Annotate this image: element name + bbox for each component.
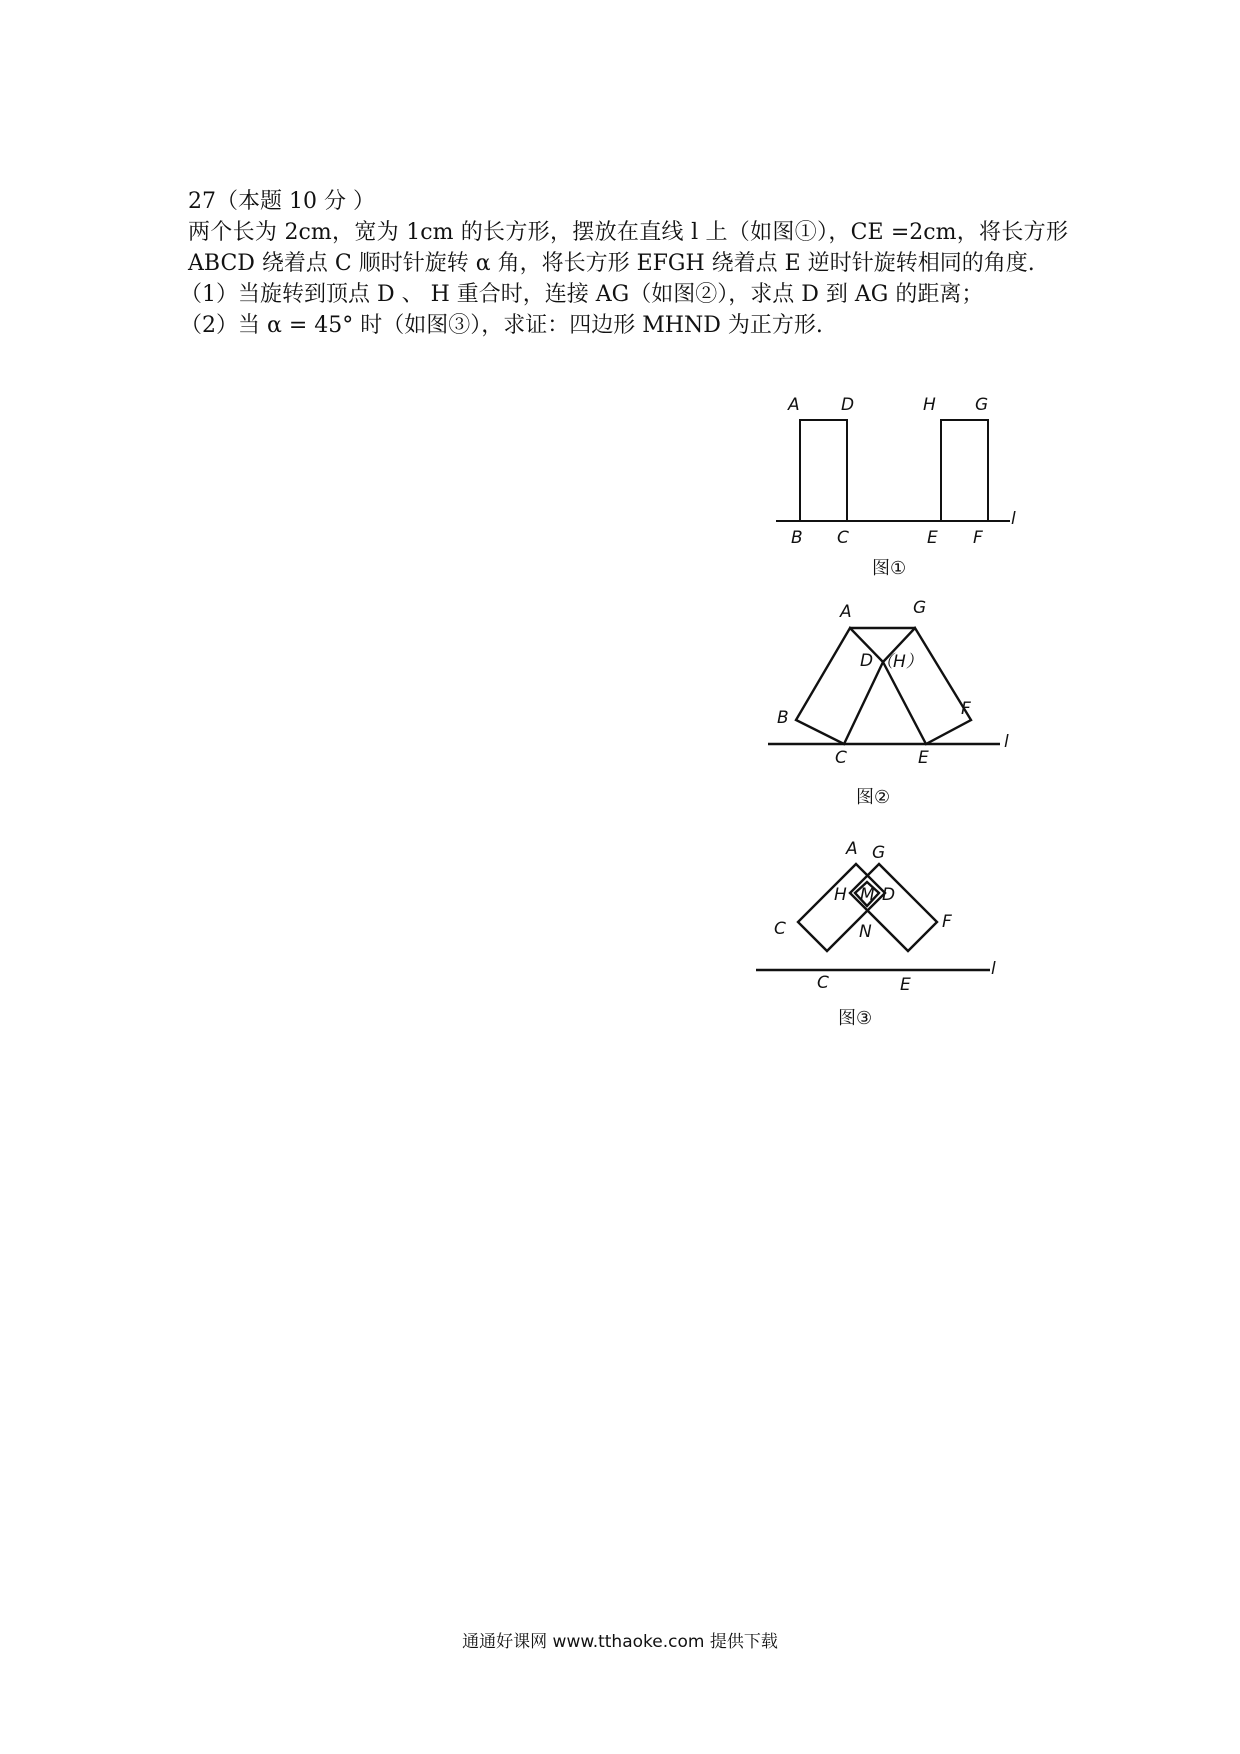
problem-header: 27（本题 10 分 ） xyxy=(188,189,375,214)
rectangle-abcd xyxy=(796,628,883,744)
label-a: A xyxy=(788,395,800,415)
rectangle-efgh xyxy=(883,628,971,744)
label-a: A xyxy=(846,839,858,859)
label-d: D xyxy=(882,885,896,905)
label-f: F xyxy=(961,699,971,719)
label-e: E xyxy=(927,528,938,548)
label-c: C xyxy=(835,748,847,768)
label-c-lower: C xyxy=(817,973,829,993)
label-a: A xyxy=(840,602,852,622)
label-c: C xyxy=(837,528,849,548)
label-e: E xyxy=(918,748,929,768)
question-2: （2）当 α = 45° 时（如图③），求证：四边形 MHND 为正方形. xyxy=(180,313,823,338)
question-1: （1）当旋转到顶点 D 、 H 重合时，连接 AG（如图②），求点 D 到 AG 的距离； xyxy=(180,282,984,307)
label-g: G xyxy=(913,598,927,618)
problem-text xyxy=(180,186,1068,341)
label-e: E xyxy=(900,975,911,995)
label-d: D xyxy=(860,651,874,671)
label-f: F xyxy=(973,528,983,548)
rectangle-abcd xyxy=(800,420,847,521)
label-n: N xyxy=(859,922,872,942)
label-l: l xyxy=(991,959,996,979)
label-h: （H） xyxy=(876,652,923,672)
label-b: B xyxy=(791,528,803,548)
figure-1 xyxy=(760,385,1040,585)
label-l: l xyxy=(1004,732,1009,752)
label-d: D xyxy=(841,395,855,415)
caption-figure-3: 图③ xyxy=(838,1008,873,1029)
caption-figure-2: 图② xyxy=(856,787,891,808)
label-b: B xyxy=(777,708,789,728)
problem-intro: 两个长为 2cm，宽为 1cm 的长方形，摆放在直线 l 上（如图①），CE =2cm，将长方形 ABCD 绕着点 C 顺时针旋转 α 角，将长方形 EFGH 绕着点 E 逆时针旋转相同的角度. xyxy=(188,220,1068,276)
label-l: l xyxy=(1011,509,1016,529)
figure-3 xyxy=(750,820,1030,1040)
label-m: M xyxy=(860,885,875,905)
caption-figure-1: 图① xyxy=(872,558,907,579)
label-c-upper: C xyxy=(774,919,786,939)
label-h: H xyxy=(923,395,936,415)
label-h: H xyxy=(834,885,847,905)
rectangle-abcd xyxy=(798,864,885,951)
label-f: F xyxy=(942,912,952,932)
rectangle-efgh xyxy=(941,420,988,521)
label-g: G xyxy=(872,843,886,863)
figure-2 xyxy=(760,595,1040,815)
footer-text: 通通好课网 www.tthaoke.com 提供下载 xyxy=(462,1632,778,1652)
label-g: G xyxy=(975,395,989,415)
